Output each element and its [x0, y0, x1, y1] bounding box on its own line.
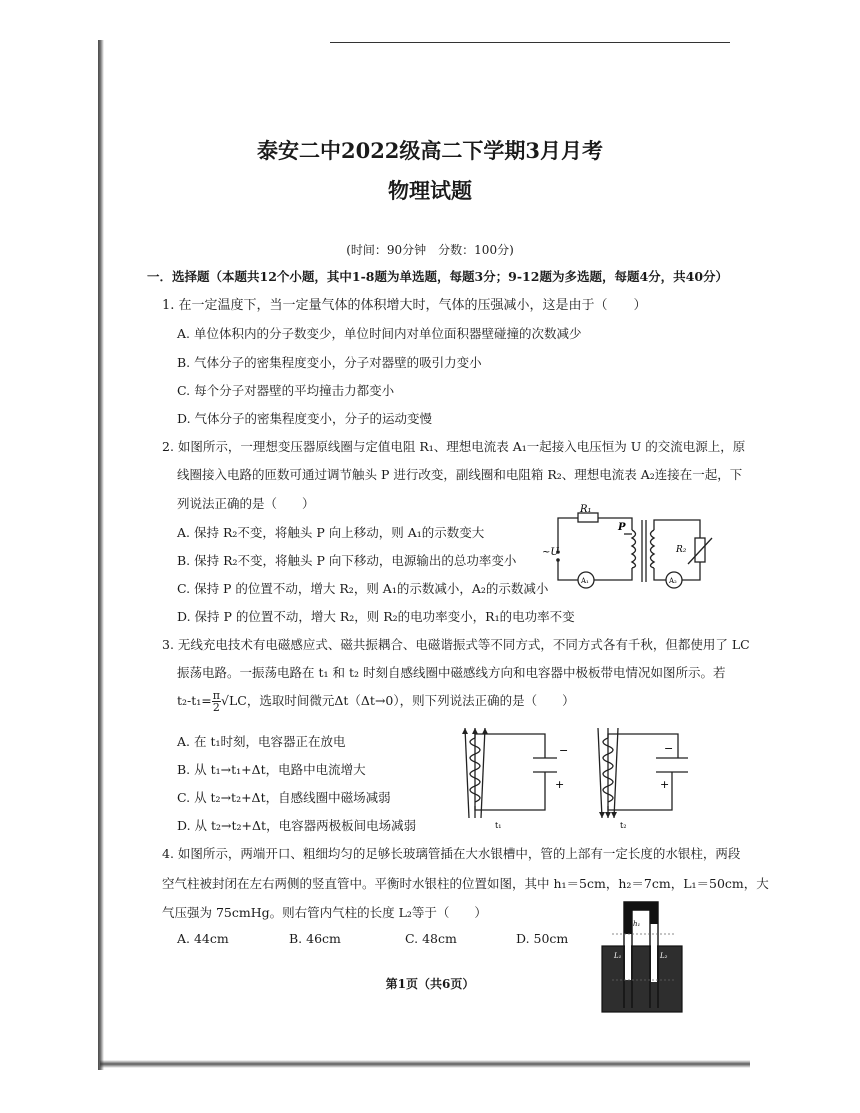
q3-formula-root: √LC	[221, 693, 247, 708]
label-u: ~U	[542, 547, 559, 558]
q3-formula-rest: ，选取时间微元Δt（Δt→0），则下列说法正确的是（ ）	[246, 693, 575, 708]
q3-option-a: A. 在 t₁时刻，电容器正在放电	[177, 734, 346, 749]
t2-plus: +	[660, 778, 670, 791]
label-h1: h₁	[633, 920, 641, 928]
q2-stem-line2: 线圈接入电路的匝数可通过调节触头 P 进行改变，副线圈和电阻箱 R₂、理想电流表 A₂连接在一起，下	[177, 467, 743, 482]
q4-option-b: B. 46cm	[289, 931, 341, 946]
q3-option-b: B. 从 t₁→t₁+Δt，电路中电流增大	[177, 762, 366, 777]
scan-shadow-bottom	[100, 1060, 750, 1068]
label-l2: L₂	[660, 952, 668, 960]
q4-option-d: D. 50cm	[516, 931, 569, 946]
q4-stem-line1: 4. 如图所示，两端开口、粗细均匀的足够长玻璃管插在大水银槽中，管的上部有一定长度的水银柱，两段	[162, 846, 741, 861]
fraction-denominator: 2	[212, 701, 220, 714]
q4-tube-figure	[600, 896, 684, 1014]
q3-formula-left: t₂-t₁=	[177, 693, 212, 708]
q3-fraction	[212, 690, 221, 713]
q1-option-a: A. 单位体积内的分子数变少，单位时间内对单位面积器壁碰撞的次数减少	[177, 326, 582, 341]
label-r2: R₂	[676, 545, 687, 555]
q2-stem-line3: 列说法正确的是（ ）	[177, 496, 315, 511]
q4-stem-line3: 气压强为 75cmHg。则右管内气柱的长度 L₂等于（ ）	[162, 905, 487, 920]
q1-option-c: C. 每个分子对器壁的平均撞击力都变小	[177, 383, 395, 398]
fraction-numerator: π	[212, 689, 220, 702]
q1-option-d: D. 气体分子的密集程度变小，分子的运动变慢	[177, 411, 433, 426]
q3-stem-line1: 3. 无线充电技术有电磁感应式、磁共振耦合、电磁谐振式等不同方式，不同方式各有千秋，但都使用了 LC	[162, 637, 750, 652]
q3-stem-line2: 振荡电路。一振荡电路在 t₁ 和 t₂ 时刻自感线圈中磁感线方向和电容器中极板带电情况如图所示。若	[177, 665, 726, 680]
q3-option-d: D. 从 t₂→t₂+Δt，电容器两极板间电场减弱	[177, 818, 417, 833]
label-p: P	[618, 522, 626, 533]
q3-option-c: C. 从 t₂→t₂+Δt，自感线圈中磁场减弱	[177, 790, 391, 805]
t2-label: t₂	[620, 821, 627, 830]
section-heading: 一．选择题（本题共12个小题，其中1-8题为单选题，每题3分；9-12题为多选题，每题4分，共40分）	[147, 269, 729, 284]
t1-plus: +	[555, 778, 565, 791]
q3-lc-figure-t2	[588, 728, 698, 828]
q3-formula-line	[177, 690, 575, 713]
q2-stem-line1: 2. 如图所示，一理想变压器原线圈与定值电阻 R₁、理想电流表 A₁一起接入电压恒为 U 的交流电源上，原	[162, 439, 746, 454]
page-number: 第1页（共6页）	[385, 977, 475, 991]
q4-option-a: A. 44cm	[177, 931, 229, 946]
q1-stem: 1. 在一定温度下，当一定量气体的体积增大时，气体的压强减小，这是由于（ ）	[162, 298, 647, 313]
q2-option-b: B. 保持 R₂不变，将触头 P 向下移动，电源输出的总功率变小	[177, 553, 517, 568]
t1-label: t₁	[495, 821, 502, 830]
label-l1: L₁	[614, 952, 622, 960]
q2-option-a: A. 保持 R₂不变，将触头 P 向上移动，则 A₁的示数变大	[177, 525, 485, 540]
q4-option-c: C. 48cm	[405, 931, 457, 946]
q1-option-b: B. 气体分子的密集程度变小，分子对器壁的吸引力变小	[177, 355, 482, 370]
t1-minus: −	[559, 744, 569, 757]
label-r1: R₁	[580, 504, 592, 515]
label-a1: A₁	[581, 577, 589, 585]
label-a2: A₂	[669, 577, 677, 585]
q2-transformer-figure	[542, 504, 718, 590]
exam-meta: (时间：90分钟 分数：100分)	[346, 243, 514, 257]
exam-subtitle: 物理试题	[388, 178, 472, 203]
header-rule	[330, 42, 730, 43]
t2-minus: −	[664, 742, 674, 755]
q2-option-d: D. 保持 P 的位置不动，增大 R₂，则 R₂的电功率变小，R₁的电功率不变	[177, 609, 575, 624]
exam-title: 泰安二中2022级高二下学期3月月考	[256, 138, 604, 163]
q4-stem-line2: 空气柱被封闭在左右两侧的竖直管中。平衡时水银柱的位置如图，其中 h₁＝5cm，h₂＝7cm，L₁＝50cm，大	[162, 876, 769, 891]
q3-lc-figure-t1	[455, 728, 569, 830]
q2-option-c: C. 保持 P 的位置不动，增大 R₂，则 A₁的示数减小，A₂的示数减小	[177, 581, 549, 596]
